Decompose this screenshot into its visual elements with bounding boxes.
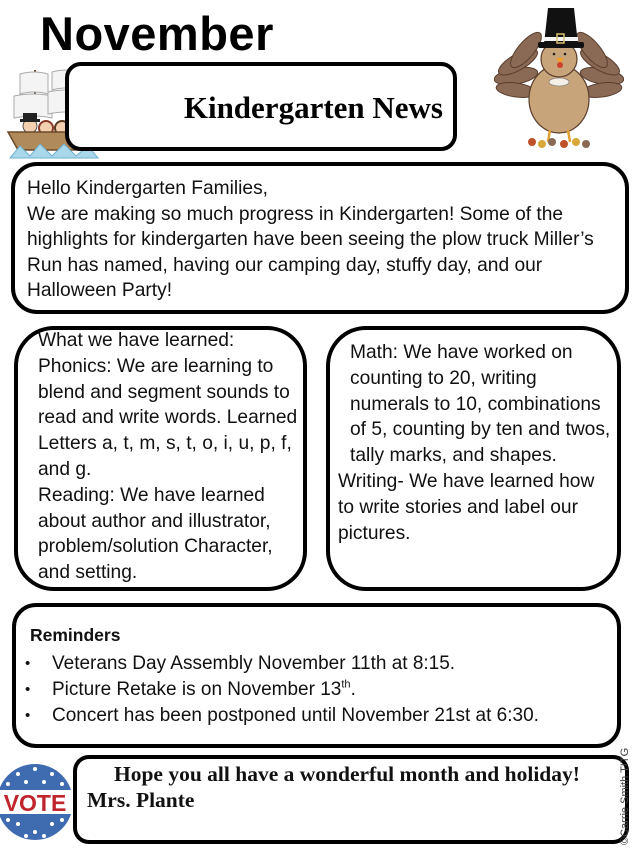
copyright-notice: ©Carrie Smith TITG (619, 747, 631, 845)
greeting-salutation: Hello Kindergarten Families, (27, 178, 269, 199)
greeting-body: We are making so much progress in Kindergarten! Some of the highlights for kindergarten have been seeing the plow truck Miller’s Run has named, having our camping day, stuffy day, and our Halloween Party! (27, 203, 594, 302)
reminder-item: • Veterans Day Assembly November 11th at 8:15. (2, 651, 539, 677)
month-title: November (40, 7, 274, 60)
reminders-title: Reminders (30, 625, 121, 645)
math-writing-text (338, 340, 613, 546)
reminder-item: • Concert has been postponed until November 21st at 6:30. (2, 703, 539, 729)
reminder-item: • Picture Retake is on November 13th. (2, 677, 539, 703)
reminders-list (2, 651, 539, 728)
reminders-section (12, 603, 621, 748)
pilgrim-turkey-icon (494, 4, 624, 148)
learned-text (38, 328, 299, 586)
closing-section (73, 755, 629, 844)
vote-label: VOTE (3, 790, 67, 816)
greeting-section (11, 162, 629, 314)
writing-text: Writing- We have learned how to write stories and label our pictures. (338, 470, 595, 544)
closing-text (87, 761, 615, 813)
reading-text: Reading: We have learned about author and illustrator, problem/solution Character, and setting. (38, 484, 273, 584)
closing-message: Hope you all have a wonderful month and holiday! (114, 762, 580, 786)
math-writing-section (326, 326, 621, 591)
greeting-text (27, 176, 617, 304)
phonics-text: Phonics: We are learning to blend and segment sounds to read and write words. Learned Letters a, t, m, s, t, o, i, u, p, f, and g. (38, 355, 298, 480)
math-text: Math: We have worked on counting to 20, writing numerals to 10, combinations of 5, counting by ten and twos, tally marks, and shapes. (350, 342, 611, 467)
bullet-icon: • (25, 655, 31, 672)
newsletter-heading: Kindergarten News (183, 90, 443, 125)
learned-section (14, 326, 307, 591)
header-banner (65, 62, 457, 151)
learned-heading: What we have learned: (38, 330, 235, 351)
vote-badge-icon (0, 758, 74, 846)
bullet-icon: • (25, 706, 31, 724)
teacher-signature: Mrs. Plante (87, 788, 195, 812)
bullet-icon: • (25, 680, 31, 698)
